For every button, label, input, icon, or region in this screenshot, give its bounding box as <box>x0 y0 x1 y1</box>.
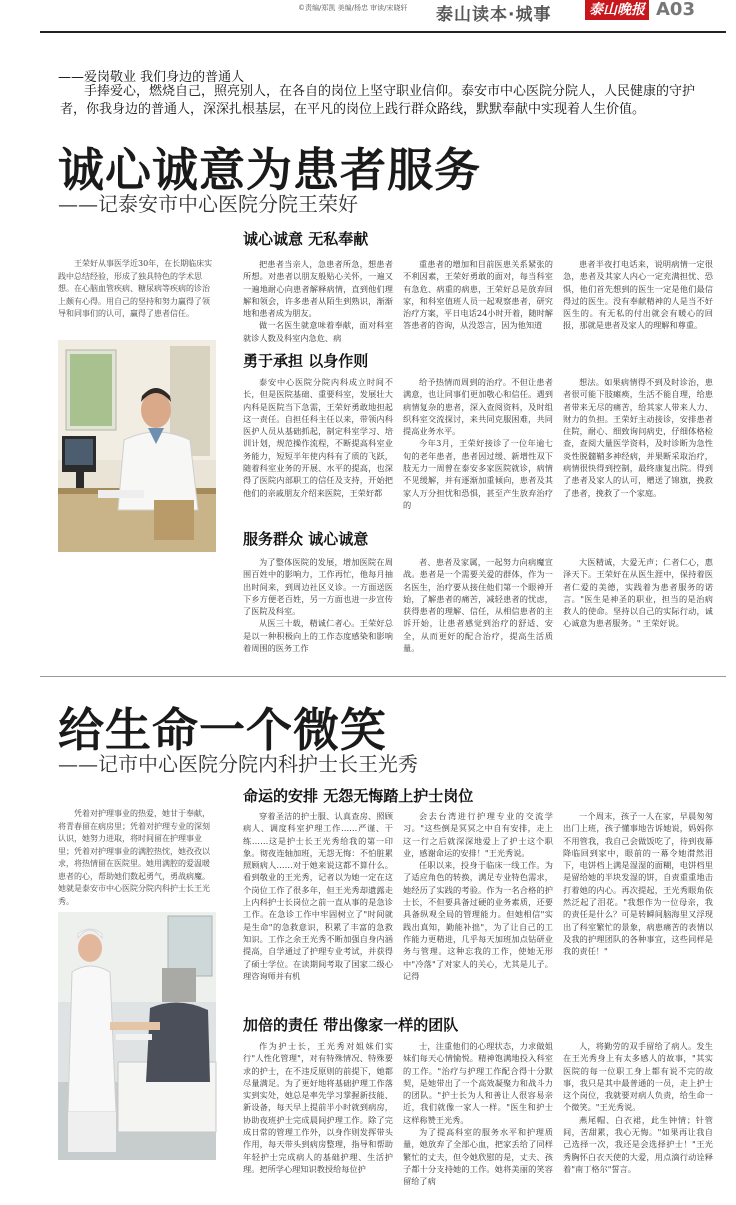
story2-section2-col1: 作为护士长，王光秀对姐妹们实行"人性化管理"，对有特殊情况、特殊要求的护士，在不违反原则的前提下，她都尽量满足。为了更好地将基础护理工作落实到实处，她总是率先学习掌握新技能、新设备，每天早上提前半小时就到病房，协助夜班护士完成晨间护理工作。除了完成日常的管理工作外，以身作则发挥带头作用，每天带头到病房整理，指导和帮助年轻护士完成病人的基础护理、生活护理。把所学心理知识教授给每位护 <box>243 1041 393 1174</box>
story2-section1-head: 命运的安排 无怨无悔踏上护士岗位 <box>243 787 474 805</box>
page-number: A03 <box>656 0 695 20</box>
masthead-rule <box>40 31 726 33</box>
story2-section2-col2: 士，注重他们的心理状态，力求做姐妹们每天心情愉悦。精神饱满地投入科室的工作。"治疗与护理工作配合得十分默契，是她带出了一个高效凝聚力和战斗力的团队。"护士长为人和善让人很容易亲近，我们就像一家人一样。"医生和护士这样称赞王光秀。 为了提高科室的服务水平和护理质量，她放弃了全部心血，把家丢给了同样繁忙的丈夫，但令她欣慰的是，丈夫、孩子都十分支持她的工作。她将美丽的笑容留给了病 <box>403 1041 553 1187</box>
intro-title: ——爱岗敬业 我们身边的普通人 <box>58 70 245 85</box>
story1-section2-col1: 泰安中心医院分院内科成立时间不长，但是医院基础、重要科室，发展壮大内科是医院当下急需，王荣好勇敢地担起这一责任。自担任科主任以来，带领内科医护人员从基础抓起，制定科室学习、培训计划，规范操作流程，不断提高科室业务能力，短短半年使内科有了质的飞跃，随着科室业务的开展、水平的提高，也深得了医院内部职工的信任及支持，开始把他们的亲戚朋友介绍来医院，王荣好都 <box>243 377 393 498</box>
story2-section1-col2: 会去台湾进行护理专业的交流学习。"这些倒是冥冥之中自有安排，走上这一行之后就深深地爱上了护士这个职业，感谢命运的安排！"王光秀说。 任职以来，投身于临床一线工作。为了适应角色的转换，满足专业特色需求，她经历了实践的考验。作为一名合格的护士长，不但要具备过硬的业务素质，还要具备纵观全局的管理能力。但她相信"实践出真知，勤能补拙"，为了让自己的工作能力更精进，几乎每天加班加点钻研业务与管理。这种忘我的工作，使她无形中"冷落"了对家人的关心，尤其是儿子。记得 <box>403 811 553 981</box>
story1-section3-col2: 者、患者及家属，一起努力向病魔宣战。患者是一个需要关爱的群体，作为一名医生，治疗要从接住他们第一个眼神开始，了解患者的痛苦，减轻患者的忧虑，获得患者的理解、信任，从相信患者的主诉开始，让患者感觉到治疗的舒适、安全，从而更好的配合治疗，提高生活质量。 <box>403 557 553 654</box>
story1-photo <box>58 340 216 552</box>
story2-headline: 给生命一个微笑 <box>58 703 387 757</box>
story1-section2-col2: 给予热情而周到的治疗。不但让患者满意，也让同事们更加敬心和信任。遇到病情复杂的患者，深入查阅资料，及时组织科室交流探讨，来共同克服困难，共同提高业务水平。 今年3月，王荣好接诊了一位年逾七旬的老年患者，患者因过缓、新增性双下肢无力一周曾在泰安多家医院就诊，病情不见缓解，并有逐渐加重倾向，患者及其家人万分担忧和恐惧，甚至产生放弃治疗的 <box>403 377 553 510</box>
story1-section2-head: 勇于承担 以身作则 <box>243 352 369 370</box>
story1-section2-col3: 想法。如果病情得不到及时诊治，患者很可能下肢瘫痪，生活不能自理，给患者带来无尽的痛苦，给其家人带来人力、财力的负担。王荣好主动接诊，安排患者住院，耐心、细致询问病史，仔细体格检查，查阅大量医学资料，及时诊断为急性炎性脱髓鞘多神经病，并果断采取治疗，病情很快得到控制，最终康复出院。得到了患者及家人的认可，赠送了锦旗，挽救了患者，挽救了一个家庭。 <box>563 377 713 498</box>
story1-intro-note: 王荣好从事医学近30年，在长期临床实践中总结经验，形成了独具特色的学术思想。在心脑血管疾病、糖尿病等疾病的诊治上颇有心得。用自己的坚持和努力赢得了领导和同事们的认可，赢得了患者信任。 <box>58 259 213 318</box>
story1-section3-col3: 大医精诚，大爱无声；仁者仁心，惠泽天下。王荣好在从医生涯中，保持着医者仁爱的美德，实践着为患者服务的诺言。"医生是神圣的职业，担当的是治病救人的使命。坚持以自己的实际行动，诚心诚意为患者服务。" 王荣好说。 <box>563 557 713 629</box>
story2-section2-head: 加倍的责任 带出像家一样的团队 <box>243 1016 459 1034</box>
story-divider <box>40 676 726 677</box>
doctor-at-desk-photo <box>58 340 216 552</box>
story1-section1-head: 诚心诚意 无私奉献 <box>243 230 369 248</box>
masthead <box>0 0 736 25</box>
story1-section3-col1: 为了整体医院的发展，增加医院在周围百姓中的影响力，工作再忙，他每月抽出时间来，到周边社区义诊。一方面送医下乡方便老百姓，另一方面也进一步宣传了医院及科室。 从医三十载，精诚仁者心。王荣好总是以一种积极向上的工作态度感染和影响着周围的医务工作 <box>243 557 393 654</box>
nurse-with-patient-photo <box>58 912 216 1160</box>
story1-section1-col3: 患者半夜打电话来，说明病情一定很急，患者及其家人内心一定充满担忧、恐惧，他们首先想到的医生一定是他们最信得过的医生。没有奉献精神的人是当不好医生的。有无私的付出就会有暖心的回报，那就是患者及家人的理解和尊重。 <box>563 259 713 331</box>
story2-section1-col3: 一个周末，孩子一人在家，早晨匆匆出门上班，孩子懂事地告诉她说，妈妈你不用管我，我自己会做饭吃了，待到夜幕降临回到家中，眼前的一幕令她潸然泪下，电饼档上满是湿湿的面糊，电饼档里是留给她的半块发湿的饼，自责重重地击打着她的内心。再次提起，王光秀眼角依然泛起了泪花。"我想作为一位母亲，我的责任是什么？可是转瞬间脑海里又浮现出了科室繁忙的景象，病患痛苦的表情以及我的护理团队的各种事宜，这些同样是我的责任！" <box>563 811 713 957</box>
story2-photo <box>58 912 216 1160</box>
section-title: 泰山读本·城事 <box>436 5 552 25</box>
intro-text: 手捧爱心，燃烧自己，照亮别人，在各自的岗位上坚守职业信仰。泰安市中心医院分院人，人民健康的守护者，你我身边的普通人，深深扎根基层，在平凡的岗位上践行群众路线，默默奉献中实现着人生价值。 <box>60 84 696 117</box>
story2-section1-col1: 穿着圣洁的护士服、认真查房、照顾病人、调度科室护理工作……严谨、干练……这是护士长王光秀给我的第一印象。彻夜连轴加班，无怨无悔：不怕脏累照顾病人……对于她来说这都不算什么。看到敬业的王光秀，记者以为她一定在这个岗位工作了很多年，但王光秀却遗露走上内科护士长岗位之前一直从事的是急诊工作。在急诊工作中牢固树立了"时间就是生命"的急救意识，积累了丰富的急救知识。工作之余王光秀不断加强自身内涵提高，自学通过了护理专业考试，并获得了硕士学位。在读期间考取了国家二级心理咨询师并有机 <box>243 811 393 981</box>
editor-credits: ©责编/郑凯 美编/杨忠 审读/宋晓轩 <box>298 4 408 12</box>
story1-section3-head: 服务群众 诚心诚意 <box>243 530 369 548</box>
story2-section2-col3: 人，将勤劳的双手留给了病人。发生在王光秀身上有太多感人的故事，"其实医院的每一位职工身上都有说不完的故事，我只是其中最普通的一员，走上护士这个岗位，我就要对病人负责，给生命一个微笑。"王光秀说。 燕尾帽、白衣裙，此生钟情；针管间，苦甜累，我心无悔。"如果再让我自己选择一次，我还是会选择护士！"王光秀胸怀白衣天使的大爱，用点滴行动诠释着"南丁格尔"誓言。 <box>563 1041 713 1174</box>
story1-headline: 诚心诚意为患者服务 <box>58 143 481 197</box>
story1-section1-col1: 把患者当亲人，急患者所急，想患者所想。对患者以朋友般贴心关怀，一遍又一遍地耐心向患者解释病情，直到他们理解和领会，许多患者从陌生到熟识，渐渐地和患者成为朋友。 做一名医生就意味着奉献，面对科室就诊人数及科室内急危、病 <box>243 259 393 343</box>
story2-subhead: ——记市中心医院分院内科护士长王光秀 <box>58 752 418 776</box>
story1-section1-col2: 重患者的增加和目前医患关系紧张的不利因素，王荣好勇敢的面对，每当科室有急危、病重的病患，王荣好总是放弃回家，和科室值班人员一起观察患者，研究治疗方案，平日电话24小时开着，随时解答患者的咨询，从没怨言，因为他知道 <box>403 259 553 331</box>
story2-intro-note: 凭着对护理事业的热爱，她甘于奉献，将青春留在病房里；凭着对护理专业的深刻认识，她努力进取，将时间留在护理事业里；凭着对护理事业的满腔热忱，她孜孜以求，将热情留在医院里。她用满腔的爱温暖患者的心，帮助她们数起勇气，勇战病魔。她就是泰安市中心医院分院内科护士长王光秀。 <box>58 809 210 906</box>
newspaper-logo: 泰山晚报 <box>585 0 649 20</box>
story1-subhead: ——记泰安市中心医院分院王荣好 <box>58 192 358 216</box>
